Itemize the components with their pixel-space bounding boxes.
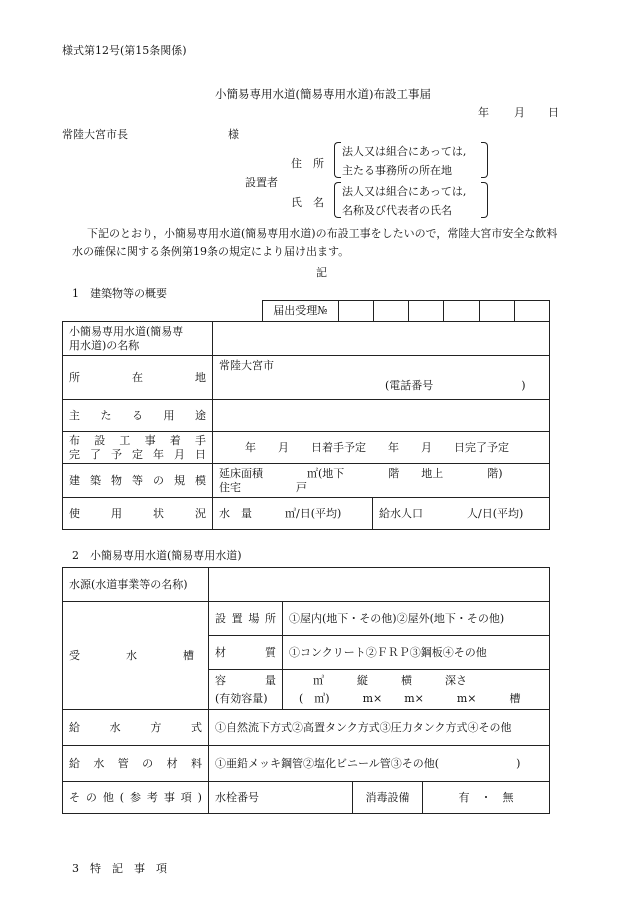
date-year: 年 <box>478 106 489 119</box>
receipt-box[interactable] <box>339 301 374 322</box>
scale-line-1: 延床面積 ㎡(地下 階 地上 階) <box>219 466 503 480</box>
receipt-box[interactable] <box>479 301 514 322</box>
form-number: 様式第12号(第15条関係) <box>62 44 187 57</box>
scale-label: 建 築 物 等 の 規 模 <box>69 473 206 487</box>
row-label-other <box>63 782 209 814</box>
name-label: 氏 名 <box>291 196 324 209</box>
body-text-2: 水の確保に関する条例第19条の規定により届け出ます。 <box>72 245 350 258</box>
facility-name-label-1: 小簡易専用水道(簡易専 <box>69 324 184 338</box>
use-field[interactable] <box>213 400 550 432</box>
table-row <box>63 568 550 602</box>
capacity-sub-label: (有効容量) <box>215 691 268 705</box>
capacity-label-cell: 容 量 (有効容量) <box>209 670 283 710</box>
section3-heading: 3 特 記 事 項 <box>72 862 167 875</box>
date-month: 月 <box>514 106 525 119</box>
address-note-1: 法人又は組合にあっては, <box>342 145 467 158</box>
hydrant-field[interactable]: 水栓番号 <box>209 782 353 814</box>
water-supply-table <box>62 567 550 814</box>
table-row <box>63 322 550 356</box>
table-row <box>63 432 550 464</box>
install-place-value[interactable]: ①屋内(地下・その他)②屋外(地下・その他) <box>283 602 550 636</box>
table-row <box>63 400 550 432</box>
capacity-line-2: ( ㎥) m× m× m× 槽 <box>299 691 521 705</box>
row-label-location <box>63 356 213 400</box>
tank-label: 受 水 槽 <box>69 648 194 662</box>
receipt-number-label: 届出受理№ <box>263 301 339 322</box>
population-field[interactable]: 給水人口 人/日(平均) <box>373 498 550 530</box>
addressee-name: 常陸大宮市長 <box>62 128 128 141</box>
row-label-supply-method <box>63 710 209 746</box>
receipt-box[interactable] <box>374 301 409 322</box>
row-label-use <box>63 400 213 432</box>
body-text-1: 下記のとおり，小簡易専用水道(簡易専用水道)の布設工事をしたいので，常陸大宮市安全な飲料 <box>87 227 558 240</box>
usage-label: 使 用 状 況 <box>69 506 206 520</box>
row-label-facility-name <box>63 322 213 356</box>
install-place-label-cell: 設 置 場 所 <box>209 602 283 636</box>
source-field[interactable] <box>209 568 550 602</box>
name-note-2: 名称及び代表者の氏名 <box>342 204 452 217</box>
source-label: 水源(水道事業等の名称) <box>63 568 209 602</box>
table-row <box>63 356 550 400</box>
address-label: 住 所 <box>291 157 324 170</box>
pipe-label: 給 水 管 の 材 料 <box>69 756 202 770</box>
table-row <box>63 602 550 636</box>
installer-label: 設置者 <box>245 176 278 189</box>
table-row <box>63 710 550 746</box>
scale-line-2: 住宅 戸 <box>219 480 307 494</box>
row-label-schedule: 布 設 工 事 着 手 完 了 予 定 年 月 日 <box>63 432 213 464</box>
table-row <box>63 498 550 530</box>
addressee-honorific: 様 <box>228 128 239 141</box>
receipt-box[interactable] <box>514 301 549 322</box>
row-label-pipe <box>63 746 209 782</box>
facility-name-label-2: 用水道)の名称 <box>69 338 140 352</box>
section1-heading: 1 建築物等の概要 <box>72 287 167 300</box>
row-label-usage <box>63 498 213 530</box>
material-value[interactable]: ①コンクリート②ＦＲＰ③鋼板④その他 <box>283 636 550 670</box>
name-bracket-right <box>481 182 488 218</box>
water-volume-field[interactable]: 水 量 ㎥/日(平均) <box>213 498 373 530</box>
disinfection-label: 消毒設備 <box>353 782 423 814</box>
material-label-cell: 材 質 <box>209 636 283 670</box>
disinfection-yes-no[interactable]: 有 ・ 無 <box>423 782 550 814</box>
date-day: 日 <box>548 106 559 119</box>
phone-label: (電話番号 <box>385 379 434 392</box>
location-label: 所 在 地 <box>69 370 206 384</box>
form-title: 小簡易専用水道(簡易専用水道)布設工事届 <box>215 87 431 101</box>
receipt-box[interactable] <box>409 301 444 322</box>
capacity-line-1: ㎥ 縦 横 深さ <box>313 673 467 687</box>
supply-method-value[interactable]: ①自然流下方式②高置タンク方式③圧力タンク方式④その他 <box>209 710 550 746</box>
supply-method-label: 給 水 方 式 <box>69 720 202 734</box>
schedule-value[interactable]: 年 月 日着手予定 年 月 日完了予定 <box>213 432 550 464</box>
section2-heading: 2 小簡易専用水道(簡易専用水道) <box>72 549 242 562</box>
phone-close: ) <box>521 379 526 392</box>
pipe-value[interactable]: ①亜鉛メッキ鋼管②塩化ビニール管③その他( ) <box>209 746 550 782</box>
use-label: 主 た る 用 途 <box>69 408 206 422</box>
facility-name-field[interactable] <box>213 322 550 356</box>
name-note-1: 法人又は組合にあっては, <box>342 185 467 198</box>
address-bracket-left <box>334 142 341 178</box>
scale-field[interactable] <box>213 464 550 498</box>
row-label-scale <box>63 464 213 498</box>
row-label-tank <box>63 602 209 710</box>
location-field[interactable] <box>213 356 550 400</box>
receipt-number-table <box>262 300 550 322</box>
address-note-2: 主たる事務所の所在地 <box>342 164 452 177</box>
table-row <box>63 464 550 498</box>
location-city: 常陸大宮市 <box>219 359 274 372</box>
capacity-field[interactable] <box>283 670 550 710</box>
table-row <box>63 746 550 782</box>
name-bracket-left <box>334 182 341 218</box>
table-row <box>63 782 550 814</box>
address-bracket-right <box>481 142 488 178</box>
ki-mark: 記 <box>316 266 327 279</box>
other-label: そ の 他 ( 参 考 事 項 ) <box>69 790 202 804</box>
building-overview-table <box>62 321 550 530</box>
receipt-box[interactable] <box>444 301 479 322</box>
